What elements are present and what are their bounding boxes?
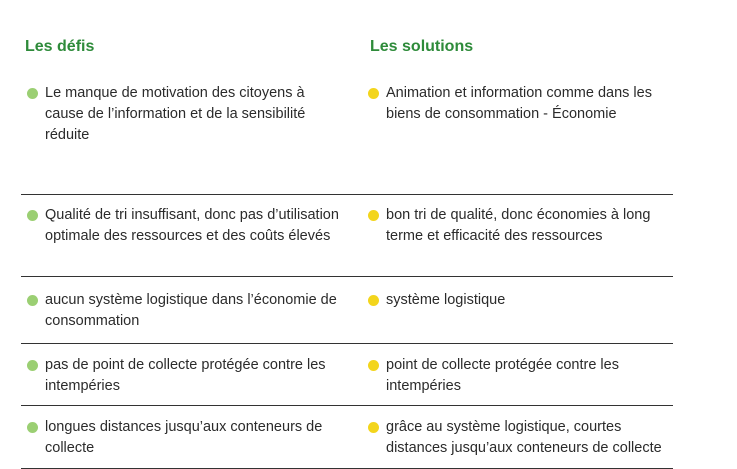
green-bullet-icon — [27, 360, 38, 371]
solution-cell — [362, 355, 673, 405]
challenge-cell — [21, 355, 362, 405]
yellow-bullet-icon — [368, 88, 379, 99]
yellow-bullet-icon — [368, 295, 379, 306]
table-row — [21, 344, 673, 406]
table-row — [21, 77, 673, 195]
challenges-heading: Les défis — [25, 38, 95, 55]
solution-text: système logistique — [386, 292, 506, 308]
yellow-bullet-icon — [368, 210, 379, 221]
green-bullet-icon — [27, 295, 38, 306]
challenge-text: longues distances jusqu’aux conteneurs de collecte — [45, 419, 323, 456]
table-row — [21, 195, 673, 277]
challenge-text: pas de point de collecte protégée contre les intempéries — [45, 357, 326, 394]
solution-cell — [362, 83, 673, 194]
challenge-cell — [21, 83, 362, 194]
challenge-text: aucun système logistique dans l’économie de consommation — [45, 292, 337, 329]
yellow-bullet-icon — [368, 360, 379, 371]
solution-text: Animation et information comme dans les biens de consommation - Économie — [386, 85, 652, 122]
solution-cell — [362, 290, 673, 343]
table-row — [21, 277, 673, 344]
challenge-cell — [21, 205, 362, 276]
solution-text: grâce au système logistique, courtes distances jusqu’aux conteneurs de collecte — [386, 419, 662, 456]
solution-text: bon tri de qualité, donc économies à long terme et efficacité des ressources — [386, 207, 651, 244]
challenge-cell — [21, 290, 362, 343]
solution-cell — [362, 417, 673, 468]
yellow-bullet-icon — [368, 422, 379, 433]
challenges-solutions-table — [21, 36, 673, 469]
solutions-heading: Les solutions — [370, 38, 474, 55]
green-bullet-icon — [27, 422, 38, 433]
solution-text: point de collecte protégée contre les intempéries — [386, 357, 619, 394]
table-header — [21, 36, 673, 77]
challenge-cell — [21, 417, 362, 468]
green-bullet-icon — [27, 210, 38, 221]
challenge-text: Qualité de tri insuffisant, donc pas d’utilisation optimale des ressources et des coûts élevés — [45, 207, 339, 244]
challenge-text: Le manque de motivation des citoyens à cause de l’information et de la sensibilité réduite — [45, 85, 306, 143]
solution-cell — [362, 205, 673, 276]
table-row — [21, 406, 673, 469]
green-bullet-icon — [27, 88, 38, 99]
